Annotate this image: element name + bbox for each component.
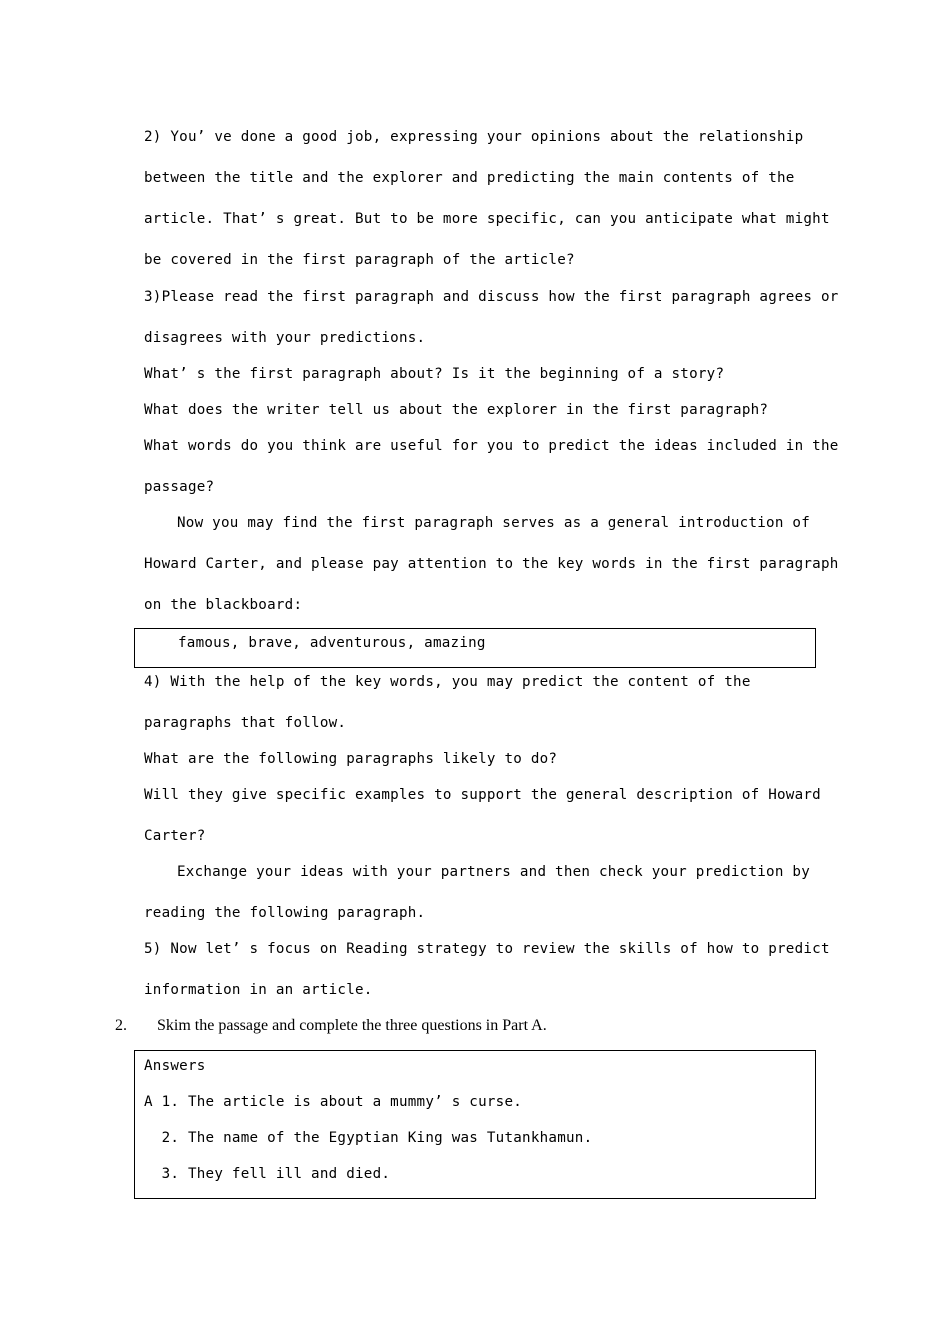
- intro-line: Howard Carter, and please pay attention to the key words in the first paragraph: [144, 556, 839, 572]
- question-line: passage?: [144, 479, 215, 495]
- step3-line: 3)Please read the first paragraph and discuss how the first paragraph agrees or: [144, 289, 839, 305]
- question-line: What’ s the first paragraph about? Is it the beginning of a story?: [144, 366, 725, 382]
- step4-line: 4) With the help of the key words, you may predict the content of the: [144, 674, 751, 690]
- answers-heading: Answers: [144, 1058, 206, 1074]
- item2-text: Skim the passage and complete the three questions in Part A.: [157, 1017, 547, 1034]
- intro-line: on the blackboard:: [144, 597, 303, 613]
- step2-line: between the title and the explorer and predicting the main contents of the: [144, 170, 795, 186]
- question-line: Will they give specific examples to support the general description of Howard: [144, 787, 821, 803]
- step4-line: paragraphs that follow.: [144, 715, 347, 731]
- keywords-text: famous, brave, adventurous, amazing: [178, 635, 486, 651]
- step3-line: disagrees with your predictions.: [144, 330, 426, 346]
- question-line: What words do you think are useful for you to predict the ideas included in the: [144, 438, 839, 454]
- step2-line: article. That’ s great. But to be more specific, can you anticipate what might: [144, 211, 830, 227]
- question-line: Carter?: [144, 828, 206, 844]
- intro-line: Now you may find the first paragraph serves as a general introduction of: [177, 515, 810, 531]
- answer-line: 3. They fell ill and died.: [144, 1166, 391, 1182]
- exchange-line: reading the following paragraph.: [144, 905, 426, 921]
- answer-line: 2. The name of the Egyptian King was Tutankhamun.: [144, 1130, 593, 1146]
- step2-line: 2) You’ ve done a good job, expressing your opinions about the relationship: [144, 129, 804, 145]
- step5-line: information in an article.: [144, 982, 373, 998]
- step5-line: 5) Now let’ s focus on Reading strategy to review the skills of how to predict: [144, 941, 830, 957]
- keywords-box: [134, 628, 816, 668]
- item2-number: 2.: [115, 1017, 127, 1034]
- exchange-line: Exchange your ideas with your partners and then check your prediction by: [177, 864, 810, 880]
- question-line: What are the following paragraphs likely to do?: [144, 751, 558, 767]
- answer-line: A 1. The article is about a mummy’ s curse.: [144, 1094, 523, 1110]
- step2-line: be covered in the first paragraph of the article?: [144, 252, 575, 268]
- answers-box: [134, 1050, 816, 1199]
- question-line: What does the writer tell us about the explorer in the first paragraph?: [144, 402, 769, 418]
